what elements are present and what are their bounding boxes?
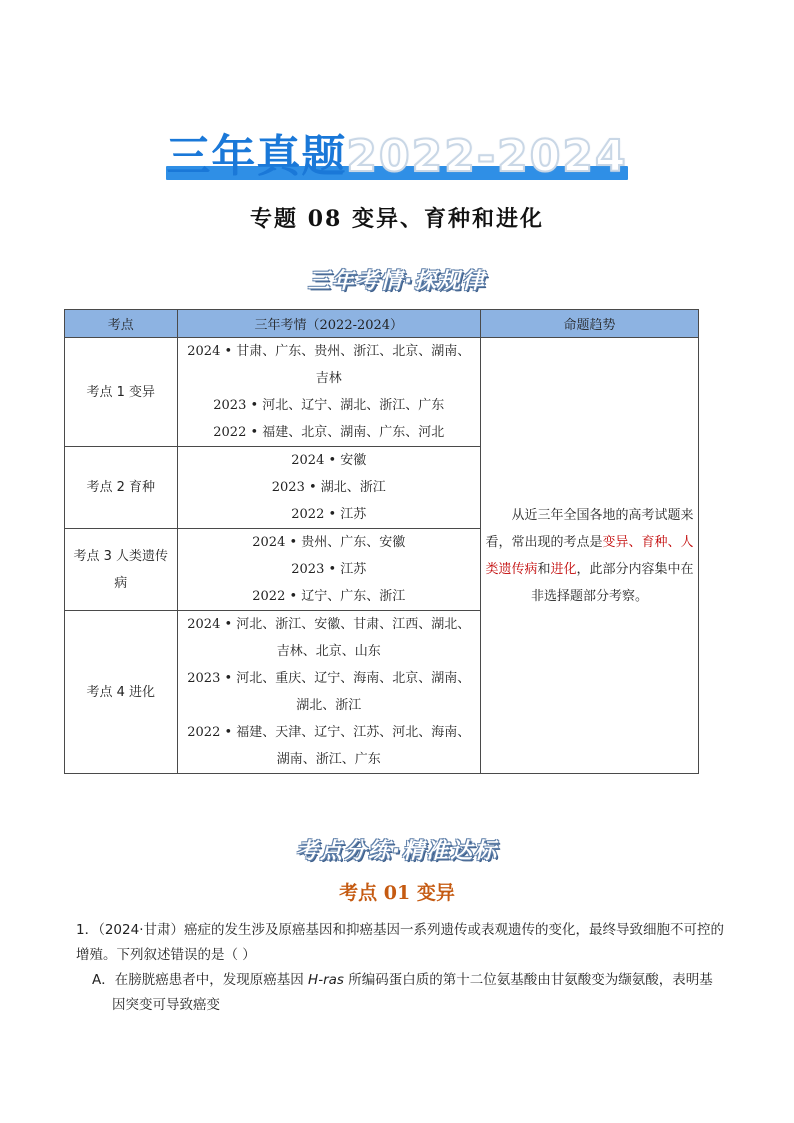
table-header-row [65, 310, 699, 338]
years-cell [177, 447, 481, 529]
exam-trend-table [64, 309, 699, 774]
years-line: 2023 • 湖北、浙江 [271, 480, 386, 495]
title-banner [0, 120, 794, 184]
option-a-label: A． [92, 972, 115, 988]
header-trend: 命题趋势 [481, 310, 699, 338]
option-a [92, 968, 726, 1018]
years-line: 吉林 [315, 371, 342, 386]
years-line: 吉林、北京、山东 [276, 644, 381, 659]
header-topic: 考点 [65, 310, 178, 338]
option-a-gene: H-ras [308, 972, 344, 988]
years-line: 2023 • 河北、重庆、辽宁、海南、北京、湖南、 [187, 671, 471, 686]
years-line: 2022 • 福建、天津、辽宁、江苏、河北、海南、 [187, 725, 471, 740]
option-a-continuation: 因突变可导致癌变 [112, 997, 220, 1013]
topic-cell: 考点 3 人类遗传病 [65, 529, 178, 611]
years-line: 2022 • 江苏 [291, 507, 367, 522]
topic-cell: 考点 1 变异 [65, 338, 178, 447]
years-line: 2024 • 贵州、广东、安徽 [252, 535, 406, 550]
banner-main-text: 三年真题 [166, 131, 347, 182]
question-stem [76, 918, 726, 968]
years-line: 2023 • 河北、辽宁、湖北、浙江、广东 [213, 398, 445, 413]
years-cell [177, 529, 481, 611]
question-number: 1． [76, 922, 99, 938]
years-line: 2022 • 福建、北京、湖南、广东、河北 [213, 425, 445, 440]
trend-highlight-2: 进化 [550, 561, 577, 577]
topic-cell: 考点 4 进化 [65, 611, 178, 774]
trend-text-3: ，此部分内容集中在非选择题部分考察。 [531, 561, 694, 604]
years-line: 2023 • 江苏 [291, 562, 367, 577]
years-cell [177, 611, 481, 774]
kaodian-title: 考点 01 变异 [339, 882, 455, 904]
banner-year-text: 2022-2024 [346, 131, 628, 182]
topic-cell: 考点 2 育种 [65, 447, 178, 529]
years-line: 2024 • 河北、浙江、安徽、甘肃、江西、湖北、 [187, 617, 471, 632]
trend-cell [481, 338, 699, 774]
trend-text-2: 和 [537, 561, 551, 577]
question-source: （2024·甘肃） [98, 922, 184, 938]
years-line: 湖北、浙江 [296, 698, 362, 713]
option-a-text-post: 所编码蛋白质的第十二位氨基酸由甘氨酸变为缬氨酸，表明基 [343, 972, 713, 988]
header-years: 三年考情（2022-2024） [177, 310, 481, 338]
years-line: 2022 • 辽宁、广东、浙江 [252, 589, 406, 604]
years-cell [177, 338, 481, 447]
section-exam-trend-banner: 三年考情·探规律 [307, 269, 487, 294]
section-practice-banner: 考点分练·精准达标 [295, 839, 499, 864]
question-1 [76, 918, 726, 1018]
table-row [65, 338, 699, 447]
question-stem-text: 癌症的发生涉及原癌基因和抑癌基因一系列遗传或表观遗传的变化，最终导致细胞不可控的增殖。下列叙述错误的是（ ） [76, 922, 724, 963]
years-line: 2024 • 安徽 [291, 453, 367, 468]
years-line: 2024 • 甘肃、广东、贵州、浙江、北京、湖南、 [187, 344, 471, 359]
topic-title: 专题 08 变异、育种和进化 [250, 206, 544, 232]
years-line: 湖南、浙江、广东 [276, 752, 381, 767]
option-a-text-pre: 在膀胱癌患者中，发现原癌基因 [114, 972, 309, 988]
trend-text-1: 从近三年全国各地的高考试题来看，常出现的考点是 [485, 507, 694, 550]
trend-highlight-1: 变异、育种、人类遗传病 [485, 534, 694, 577]
